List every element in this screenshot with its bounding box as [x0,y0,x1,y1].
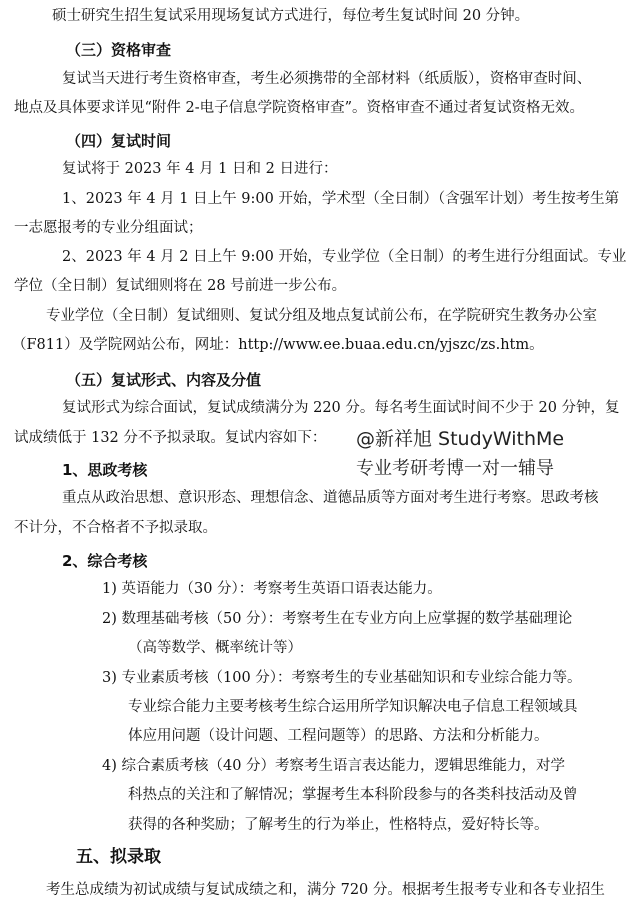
list-item-continuation: 专业综合能力主要考核考生综合运用所学知识解决电子信息工程领域具 [128,699,578,715]
subheading-comprehensive: 2、综合考核 [62,552,148,570]
paragraph-line: （F811）及学院网站公布，网址：http://www.ee.buaa.edu.cn/yjszc/zs.htm。 [12,337,544,353]
paragraph-line: 专业学位（全日制）复试细则、复试分组及地点复试前公布，在学院研究生教务办公室 [46,308,597,324]
paragraph-line: 不计分，不合格者不予拟录取。 [14,520,217,536]
section-heading-admission: 五、拟录取 [76,847,161,867]
paragraph-line: 2、2023 年 4 月 2 日上午 9:00 开始，专业学位（全日制）的考生进行分组面试。专业 [62,249,627,265]
list-item: 1) 英语能力（30 分）：考察考生英语口语表达能力。 [102,581,442,597]
watermark-line-1: @新祥旭 StudyWithMe [356,428,565,450]
paragraph-line: 地点及具体要求详见“附件 2-电子信息学院资格审查”。资格审查不通过者复试资格无效。 [14,100,585,116]
paragraph-line: 复试将于 2023 年 4 月 1 日和 2 日进行： [62,161,338,177]
subheading-ideology: 1、思政考核 [62,461,148,479]
paragraph-line: 硕士研究生招生复试采用现场复试方式进行，每位考生复试时间 20 分钟。 [52,8,530,24]
list-item-continuation: （高等数学、概率统计等） [128,640,302,656]
list-item-continuation: 科热点的关注和了解情况；掌握考生本科阶段参与的各类科技活动及曾 [128,787,578,803]
paragraph-line: 学位（全日制）复试细则将在 28 号前进一步公布。 [14,278,347,294]
section-heading-format: （五）复试形式、内容及分值 [66,371,262,389]
list-item: 3) 专业素质考核（100 分）：考察考生的专业基础知识和专业综合能力等。 [102,670,582,686]
paragraph-line: 复试形式为综合面试，复试成绩满分为 220 分。每名考生面试时间不少于 20 分钟，复 [62,400,620,416]
list-item: 2) 数理基础考核（50 分）：考察考生在专业方向上应掌握的数学基础理论 [102,611,573,627]
list-item-continuation: 体应用问题（设计问题、工程问题等）的思路、方法和分析能力。 [128,728,549,744]
paragraph-line: 重点从政治思想、意识形态、理想信念、道德品质等方面对考生进行考察。思政考核 [62,490,599,506]
paragraph-line: 试成绩低于 132 分不予拟录取。复试内容如下： [14,430,327,446]
paragraph-line: 1、2023 年 4 月 1 日上午 9:00 开始，学术型（全日制）（含强军计划）考生按考生第 [62,191,620,207]
watermark-line-2: 专业考研考博一对一辅导 [356,458,554,479]
section-heading-qualification: （三）资格审查 [66,41,172,59]
list-item: 4) 综合素质考核（40 分）考察考生语言表达能力，逻辑思维能力，对学 [102,758,566,774]
paragraph-line: 复试当天进行考生资格审查，考生必须携带的全部材料（纸质版），资格审查时间、 [62,71,592,87]
section-heading-time: （四）复试时间 [66,132,172,150]
paragraph-line: 一志愿报考的专业分组面试； [14,220,203,236]
paragraph-line: 考生总成绩为初试成绩与复试成绩之和，满分 720 分。根据考生报考专业和各专业招生 [46,882,605,898]
list-item-continuation: 获得的各种奖励；了解考生的行为举止，性格特点，爱好特长等。 [128,817,549,833]
